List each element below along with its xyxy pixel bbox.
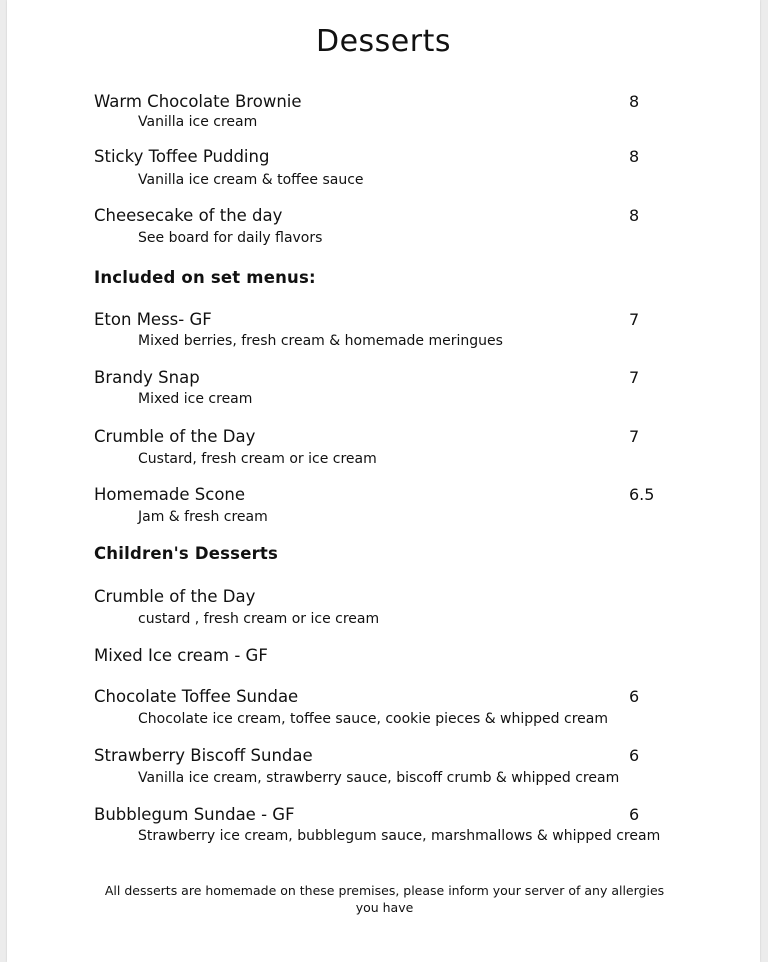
section-heading-childrens-desserts: Children's Desserts (94, 544, 279, 563)
allergy-footer-note: All desserts are homemade on these premises, please inform your server of any allergies you have (104, 883, 665, 915)
menu-item-name: Strawberry Biscoff Sundae (94, 746, 313, 765)
menu-item-price: 6 (629, 805, 640, 824)
menu-item-price: 8 (629, 206, 640, 225)
menu-item-description: Custard, fresh cream or ice cream (138, 451, 377, 467)
menu-item-description: Mixed ice cream (138, 391, 253, 407)
section-heading-set-menus: Included on set menus: (94, 268, 316, 287)
menu-item-description: Chocolate ice cream, toffee sauce, cookie pieces & whipped cream (138, 711, 608, 727)
menu-item-name: Warm Chocolate Brownie (94, 92, 302, 111)
menu-item-name: Crumble of the Day (94, 427, 256, 446)
menu-page (7, 0, 760, 962)
menu-item-name: Chocolate Toffee Sundae (94, 687, 299, 706)
menu-item-description: Strawberry ice cream, bubblegum sauce, marshmallows & whipped cream (138, 828, 661, 844)
page-title: Desserts (315, 24, 451, 59)
menu-item-name: Crumble of the Day (94, 587, 256, 606)
menu-item-description: Jam & fresh cream (138, 509, 268, 525)
menu-item-price: 8 (629, 92, 640, 111)
menu-item-name: Homemade Scone (94, 485, 246, 504)
menu-item-description: Vanilla ice cream, strawberry sauce, biscoff crumb & whipped cream (138, 770, 620, 786)
menu-item-name: Sticky Toffee Pudding (94, 147, 270, 166)
menu-item-price: 7 (629, 427, 640, 446)
menu-item-name: Bubblegum Sundae - GF (94, 805, 295, 824)
menu-item-description: See board for daily flavors (138, 230, 323, 246)
menu-item-description: custard , fresh cream or ice cream (138, 611, 380, 627)
menu-item-description: Vanilla ice cream (138, 114, 258, 130)
menu-item-price: 6 (629, 687, 640, 706)
menu-item-name: Brandy Snap (94, 368, 200, 387)
menu-item-price: 8 (629, 147, 640, 166)
menu-item-description: Mixed berries, fresh cream & homemade meringues (138, 333, 503, 349)
menu-item-price: 6.5 (629, 485, 655, 504)
menu-item-price: 6 (629, 746, 640, 765)
menu-item-name: Eton Mess- GF (94, 310, 212, 329)
menu-item-price: 7 (629, 310, 640, 329)
menu-item-price: 7 (629, 368, 640, 387)
menu-item-name: Cheesecake of the day (94, 206, 283, 225)
menu-item-name: Mixed Ice cream - GF (94, 646, 268, 665)
menu-item-description: Vanilla ice cream & toffee sauce (138, 172, 364, 188)
